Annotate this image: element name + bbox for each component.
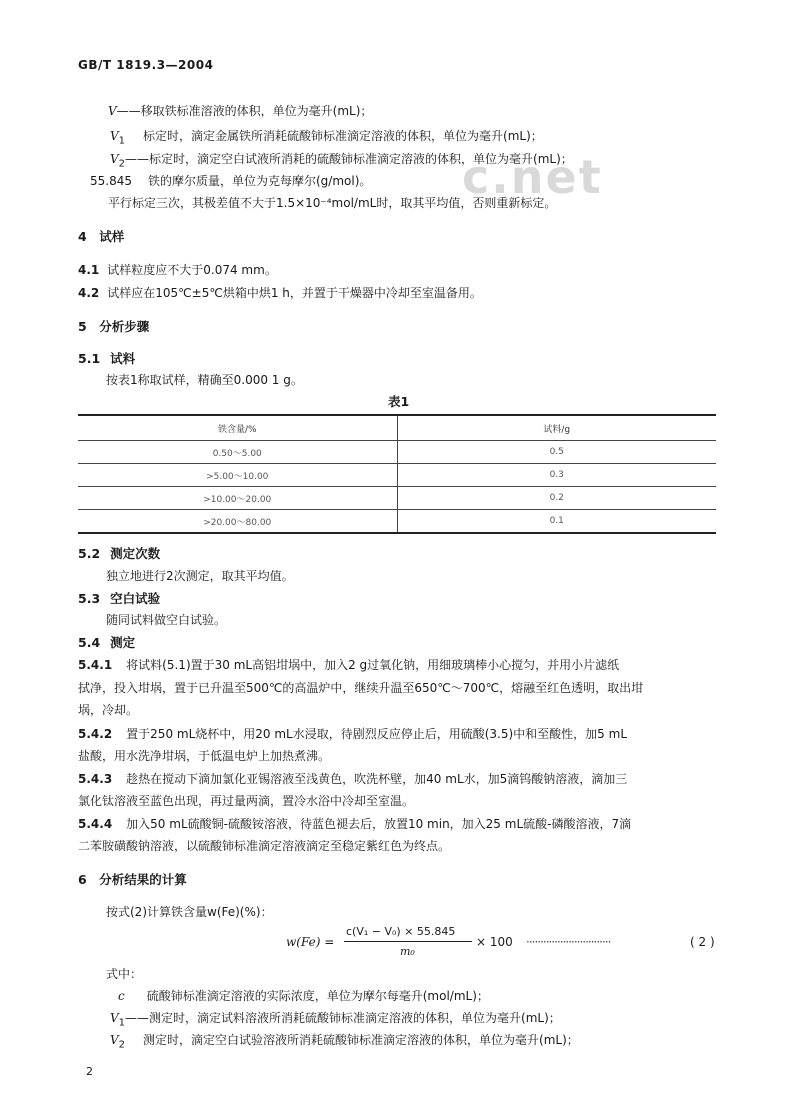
definition-item: 55.845 铁的摩尔质量，单位为克每摩尔(g/mol)。 [90,174,372,188]
clause-5-4-3: 5.4.3 趁热在搅动下滴加氯化亚锡溶液至浅黄色，吹洗杯壁，加40 mL水，加5滴钨酸钠溶液，滴加三 [78,772,628,786]
table-cell: >20.00～80.00 [78,510,397,534]
clause-5-2-text: 独立地进行2次测定，取其平均值。 [106,569,294,583]
section-5-title: 5 分析步骤 [78,319,150,334]
table-cell: 0.1 [397,510,716,534]
table-cell: 0.2 [397,487,716,510]
definition-item: $V_1$ 标定时，滴定金属铁所消耗硫酸铈标准滴定溶液的体积，单位为毫升(mL)； [110,129,543,147]
table-row [78,510,716,534]
standard-number: GB/T 1819.3—2004 [78,58,214,72]
clause-5-4-2-line2: 盐酸，用水洗净坩埚，于低温电炉上加热煮沸。 [78,749,331,763]
formula-lhs: w(Fe) = [286,935,335,949]
clause-5-4-4: 5.4.4 加入50 mL硫酸铜-硫酸铵溶液，待蓝色褪去后，放置10 min，加入25 mL硫酸-磷酸溶液，7滴 [78,817,632,831]
formula-numerator: c(V₁ − V₀) × 55.845 [346,925,456,938]
clause-4-1: 4.1 试样粒度应不大于0.074 mm。 [78,263,277,277]
table-cell: 0.3 [397,464,716,487]
clause-5-1-title: 5.1 试料 [78,351,136,366]
definition-item: V——移取铁标准溶液的体积，单位为毫升(mL)； [108,104,373,118]
clause-5-1-text: 按表1称取试样，精确至0.000 1 g。 [106,373,303,387]
section-4-title: 4 试样 [78,229,125,244]
calibration-note: 平行标定三次，其极差值不大于1.5×10⁻⁴mol/mL时，取其平均值，否则重新标定。 [108,196,557,210]
table-caption: 表1 [388,394,410,409]
table-cell: 0.5 [397,441,716,464]
clause-5-3-title: 5.3 空白试验 [78,591,161,606]
definition-item: $V_2——$标定时，滴定空白试液所消耗的硫酸铈标准滴定溶液的体积，单位为毫升(mL)； [110,152,573,170]
clause-5-4-title: 5.4 测定 [78,635,136,650]
table-cell: >10.00～20.00 [78,487,397,510]
formula-leader-dots: ······························ [526,935,611,949]
clause-5-4-1: 5.4.1 将试料(5.1)置于30 mL高铝坩埚中，加入2 g过氧化钠，用细玻璃棒小心搅匀，并用小片滤纸 [78,658,620,672]
clause-5-4-1-line2: 拭净，投入坩埚，置于已升温至500℃的高温炉中，继续升温至650℃～700℃，熔融至红色透明，取出坩 [78,681,644,695]
definition-item: $V_1——$测定时，滴定试料溶液所消耗硫酸铈标准滴定溶液的体积，单位为毫升(mL)； [110,1011,561,1029]
fraction-bar [344,941,472,942]
table-header-cell: 铁含量/% [78,415,397,441]
table-row [78,441,716,464]
page-number: 2 [86,1065,93,1078]
table-cell: >5.00～10.00 [78,464,397,487]
formula-tail: × 100 [476,935,513,949]
sample-mass-table [78,414,716,534]
clause-5-4-4-line2: 二苯胺磺酸钠溶液，以硫酸铈标准滴定溶液滴定至稳定紫红色为终点。 [78,839,451,853]
table-row [78,487,716,510]
table-row [78,464,716,487]
watermark: c.net [462,150,603,204]
clause-5-2-title: 5.2 测定次数 [78,546,161,561]
clause-5-3-text: 随同试料做空白试验。 [106,613,227,627]
where-label: 式中： [106,967,143,981]
definition-item: c 硫酸铈标准滴定溶液的实际浓度，单位为摩尔每毫升(mol/mL)； [118,989,489,1003]
definition-item: $V_2$ 测定时，滴定空白试验溶液所消耗硫酸铈标准滴定溶液的体积，单位为毫升(mL)； [110,1033,579,1051]
clause-4-2: 4.2 试样应在105℃±5℃烘箱中烘1 h，并置于干燥器中冷却至室温备用。 [78,286,482,300]
formula-intro: 按式(2)计算铁含量w(Fe)(%)： [106,905,273,919]
clause-5-4-2: 5.4.2 置于250 mL烧杯中，用20 mL水浸取，待剧烈反应停止后，用硫酸(3.5)中和至酸性，加5 mL [78,727,627,741]
section-6-title: 6 分析结果的计算 [78,872,187,887]
formula-number: ( 2 ) [690,935,715,949]
formula-denominator: m₀ [400,945,415,958]
table-cell: 0.50～5.00 [78,441,397,464]
clause-5-4-1-line3: 埚，冷却。 [78,703,139,717]
clause-5-4-3-line2: 氯化钛溶液至蓝色出现，再过量两滴，置冷水浴中冷却至室温。 [78,794,415,808]
table-header-row [78,415,716,441]
table-header-cell: 试料/g [397,415,716,441]
